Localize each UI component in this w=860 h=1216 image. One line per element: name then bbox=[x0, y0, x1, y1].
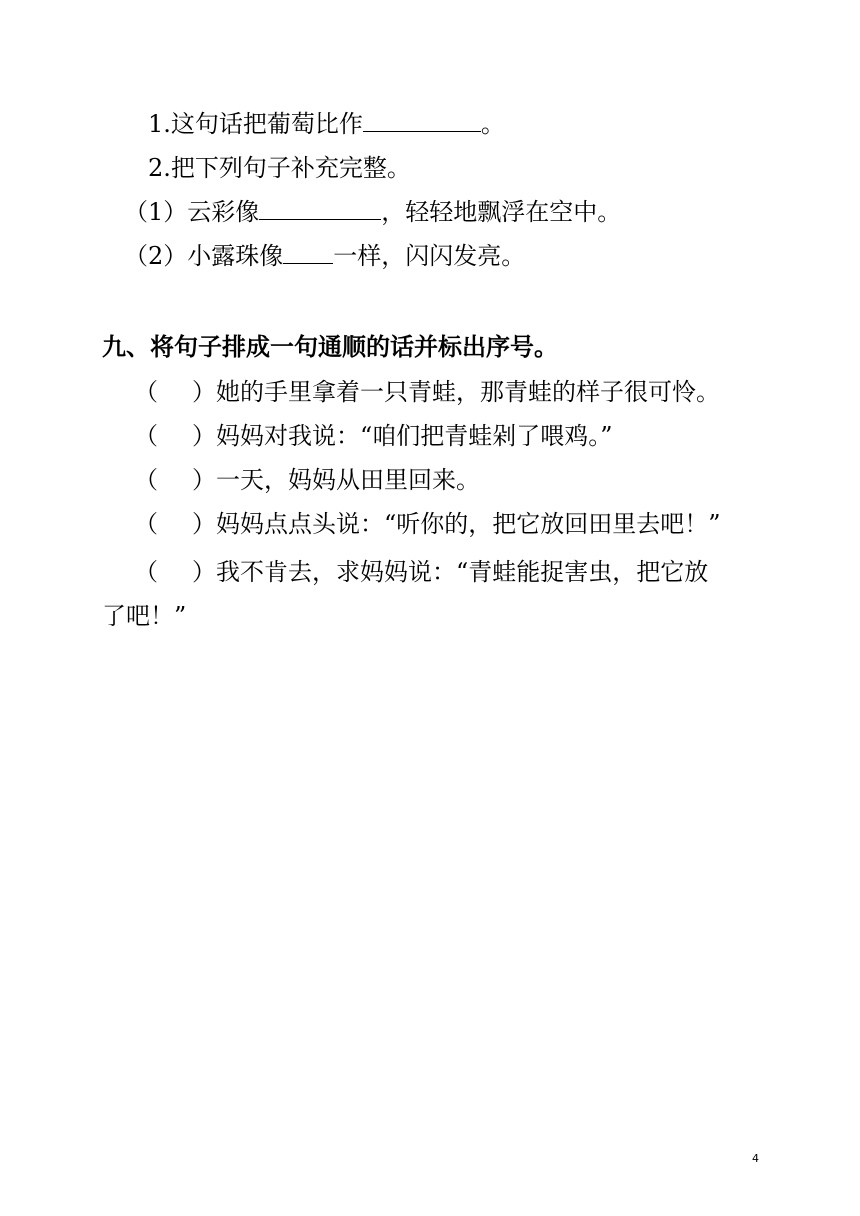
ordering-item-text: 一天，妈妈从田里回来。 bbox=[216, 466, 480, 494]
question-1 bbox=[148, 108, 505, 140]
question-2-text: 2.把下列句子补充完整。 bbox=[148, 154, 411, 182]
sub-question-2-prefix: （2）小露珠像 bbox=[124, 242, 284, 270]
sub-question-1 bbox=[124, 196, 621, 228]
order-number-slot[interactable]: （ ） bbox=[134, 510, 216, 538]
ordering-item bbox=[134, 556, 708, 588]
sub-question-2 bbox=[124, 240, 525, 272]
question-1-suffix: 。 bbox=[480, 110, 505, 138]
ordering-item bbox=[134, 376, 720, 408]
answer-blank[interactable] bbox=[283, 241, 333, 264]
question-2 bbox=[148, 152, 411, 184]
order-number-slot[interactable]: （ ） bbox=[134, 422, 216, 450]
ordering-item bbox=[134, 420, 613, 452]
ordering-item-text: 妈妈点点头说：“听你的，把它放回田里去吧！” bbox=[216, 510, 721, 538]
sub-question-1-prefix: （1）云彩像 bbox=[124, 198, 260, 226]
ordering-item-text: 她的手里拿着一只青蛙，那青蛙的样子很可怜。 bbox=[216, 378, 720, 406]
sub-question-2-suffix: 一样，闪闪发亮。 bbox=[333, 242, 526, 270]
ordering-item bbox=[134, 508, 721, 540]
section-9-heading: 九、将句子排成一句通顺的话并标出序号。 bbox=[102, 333, 558, 361]
question-1-text: 1.这句话把葡萄比作 bbox=[148, 110, 363, 138]
order-number-slot[interactable]: （ ） bbox=[134, 558, 216, 586]
sub-question-1-suffix: ，轻轻地飘浮在空中。 bbox=[381, 198, 622, 226]
answer-blank[interactable] bbox=[363, 109, 481, 132]
page-number: 4 bbox=[752, 1152, 759, 1165]
ordering-item-continuation: 了吧！” bbox=[102, 602, 187, 630]
answer-blank[interactable] bbox=[259, 197, 381, 220]
ordering-item-text: 妈妈对我说：“咱们把青蛙剁了喂鸡。” bbox=[216, 422, 613, 450]
ordering-item-text: 我不肯去，求妈妈说：“青蛙能捉害虫，把它放 bbox=[216, 558, 709, 586]
ordering-item bbox=[134, 464, 480, 496]
order-number-slot[interactable]: （ ） bbox=[134, 466, 216, 494]
order-number-slot[interactable]: （ ） bbox=[134, 378, 216, 406]
